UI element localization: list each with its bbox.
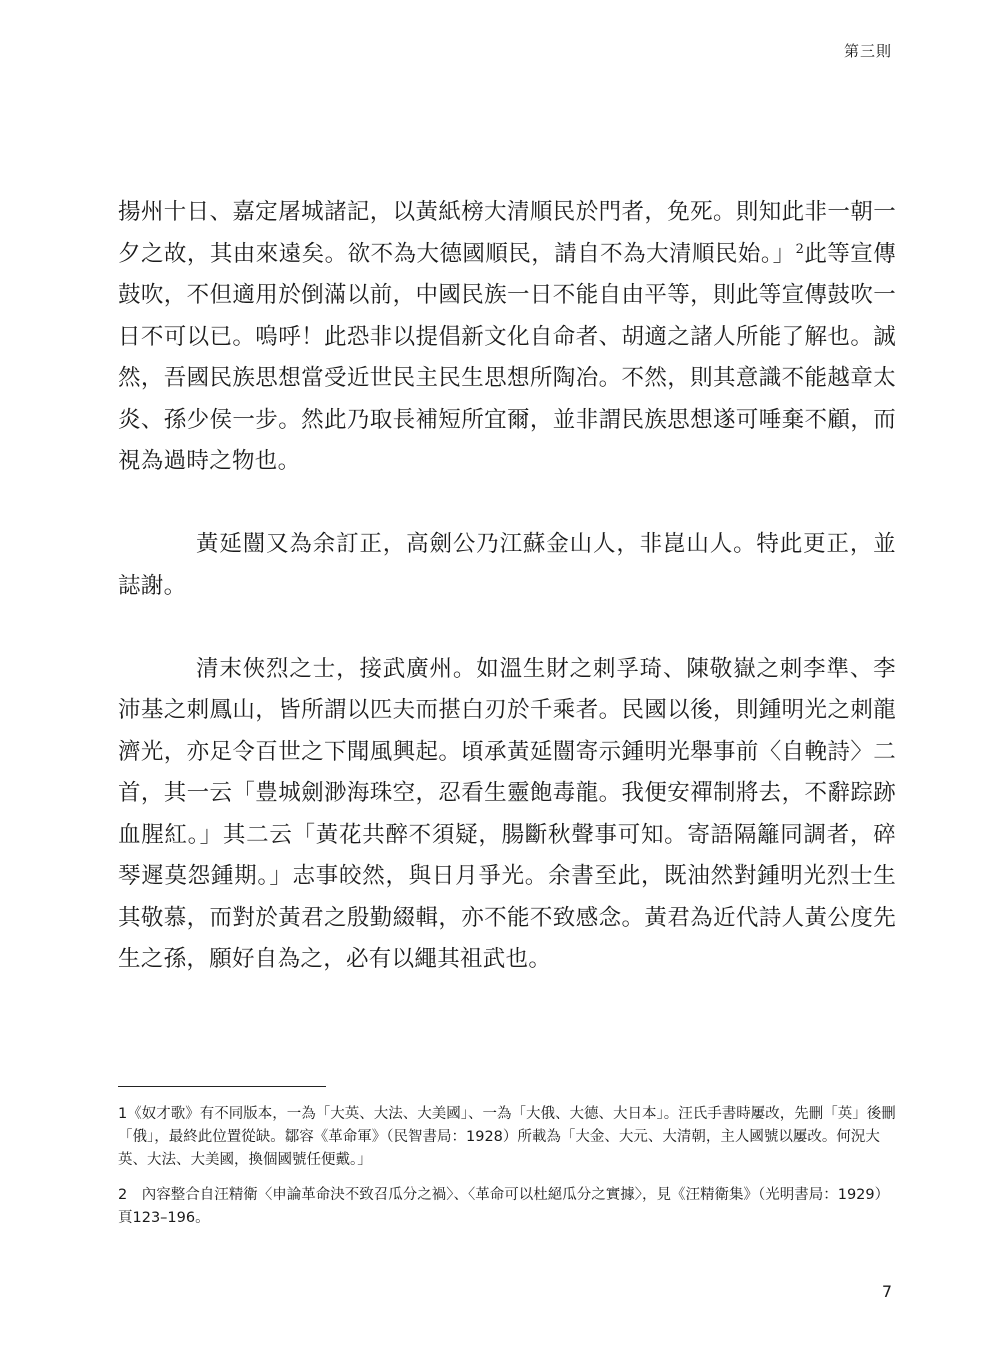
paragraph-3: 清末俠烈之士，接武廣州。如溫生財之刺孚琦、陳敬嶽之刺李準、李沛基之刺鳳山，皆所謂以匹夫而揕白刃於千乘者。民國以後，則鍾明光之刺龍濟光，亦足令百世之下聞風興起。頃承黃延闓寄示鍾明光舉事前〈自輓詩〉二首，其一云「豊城劍渺海珠空，忍看生靈飽毒龍。我便安禪制將去，不辭踪跡血腥紅。」其二云「黃花共醉不須疑，腸斷秋聲事可知。寄語隔籬同調者，碎琴遲莫怨鍾期。」志事皎然，與日月爭光。余書至此，既油然對鍾明光烈士生其敬慕，而對於黃君之殷勤綴輯，亦不能不致感念。黃君為近代詩人黃公度先生之孫，願好自為之，必有以繩其祖武也。 xyxy=(118,655,896,972)
footnote-1: 1《奴才歌》有不同版本，一為「大英、大法、大美國」、一為「大俄、大德、大日本」。汪氏手書時屢改，先刪「英」後刪「俄」，最終此位置從缺。鄒容《革命軍》（民智書局：1928）所載為「大金、大元、大清朝，主人國號以屢改。何況大英、大法、大美國，換個國號任便戴。」 xyxy=(118,1106,896,1168)
page-number: 7 xyxy=(881,1282,892,1301)
body-text xyxy=(118,192,896,981)
footnote-divider xyxy=(118,1086,326,1087)
footnotes xyxy=(118,1103,896,1230)
paragraph-1 xyxy=(118,192,896,483)
running-header: 第三則 xyxy=(843,42,892,60)
footnote-2: 2 內容整合自汪精衛〈申論革命決不致召瓜分之禍〉、〈革命可以杜絕瓜分之實據〉，見《汪精衛集》（光明書局：1929）頁123–196。 xyxy=(118,1187,890,1226)
paragraph-1-text-b: 此等宣傳鼓吹，不但適用於倒滿以前，中國民族一日不能自由平等，則此等宣傳鼓吹一日不可以已。嗚呼！此恐非以提倡新文化自命者、胡適之諸人所能了解也。誠然，吾國民族思想當受近世民主民生思想所陶冶。不然，則其意識不能越章太炎、孫少侯一步。然此乃取長補短所宜爾，並非謂民族思想遂可唾棄不顧，而視為過時之物也。 xyxy=(118,240,896,474)
footnote-reference[interactable]: 2 xyxy=(795,241,805,257)
paragraph-1-text-a: 揚州十日、嘉定屠城諸記，以黃紙榜大清順民於門者，免死。則知此非一朝一夕之故，其由來遠矣。欲不為大德國順民，請自不為大清順民始。」 xyxy=(118,199,896,267)
paragraph-2: 黃延闓又為余訂正，高劍公乃江蘇金山人，非崑山人。特此更正，並誌謝。 xyxy=(118,531,896,599)
